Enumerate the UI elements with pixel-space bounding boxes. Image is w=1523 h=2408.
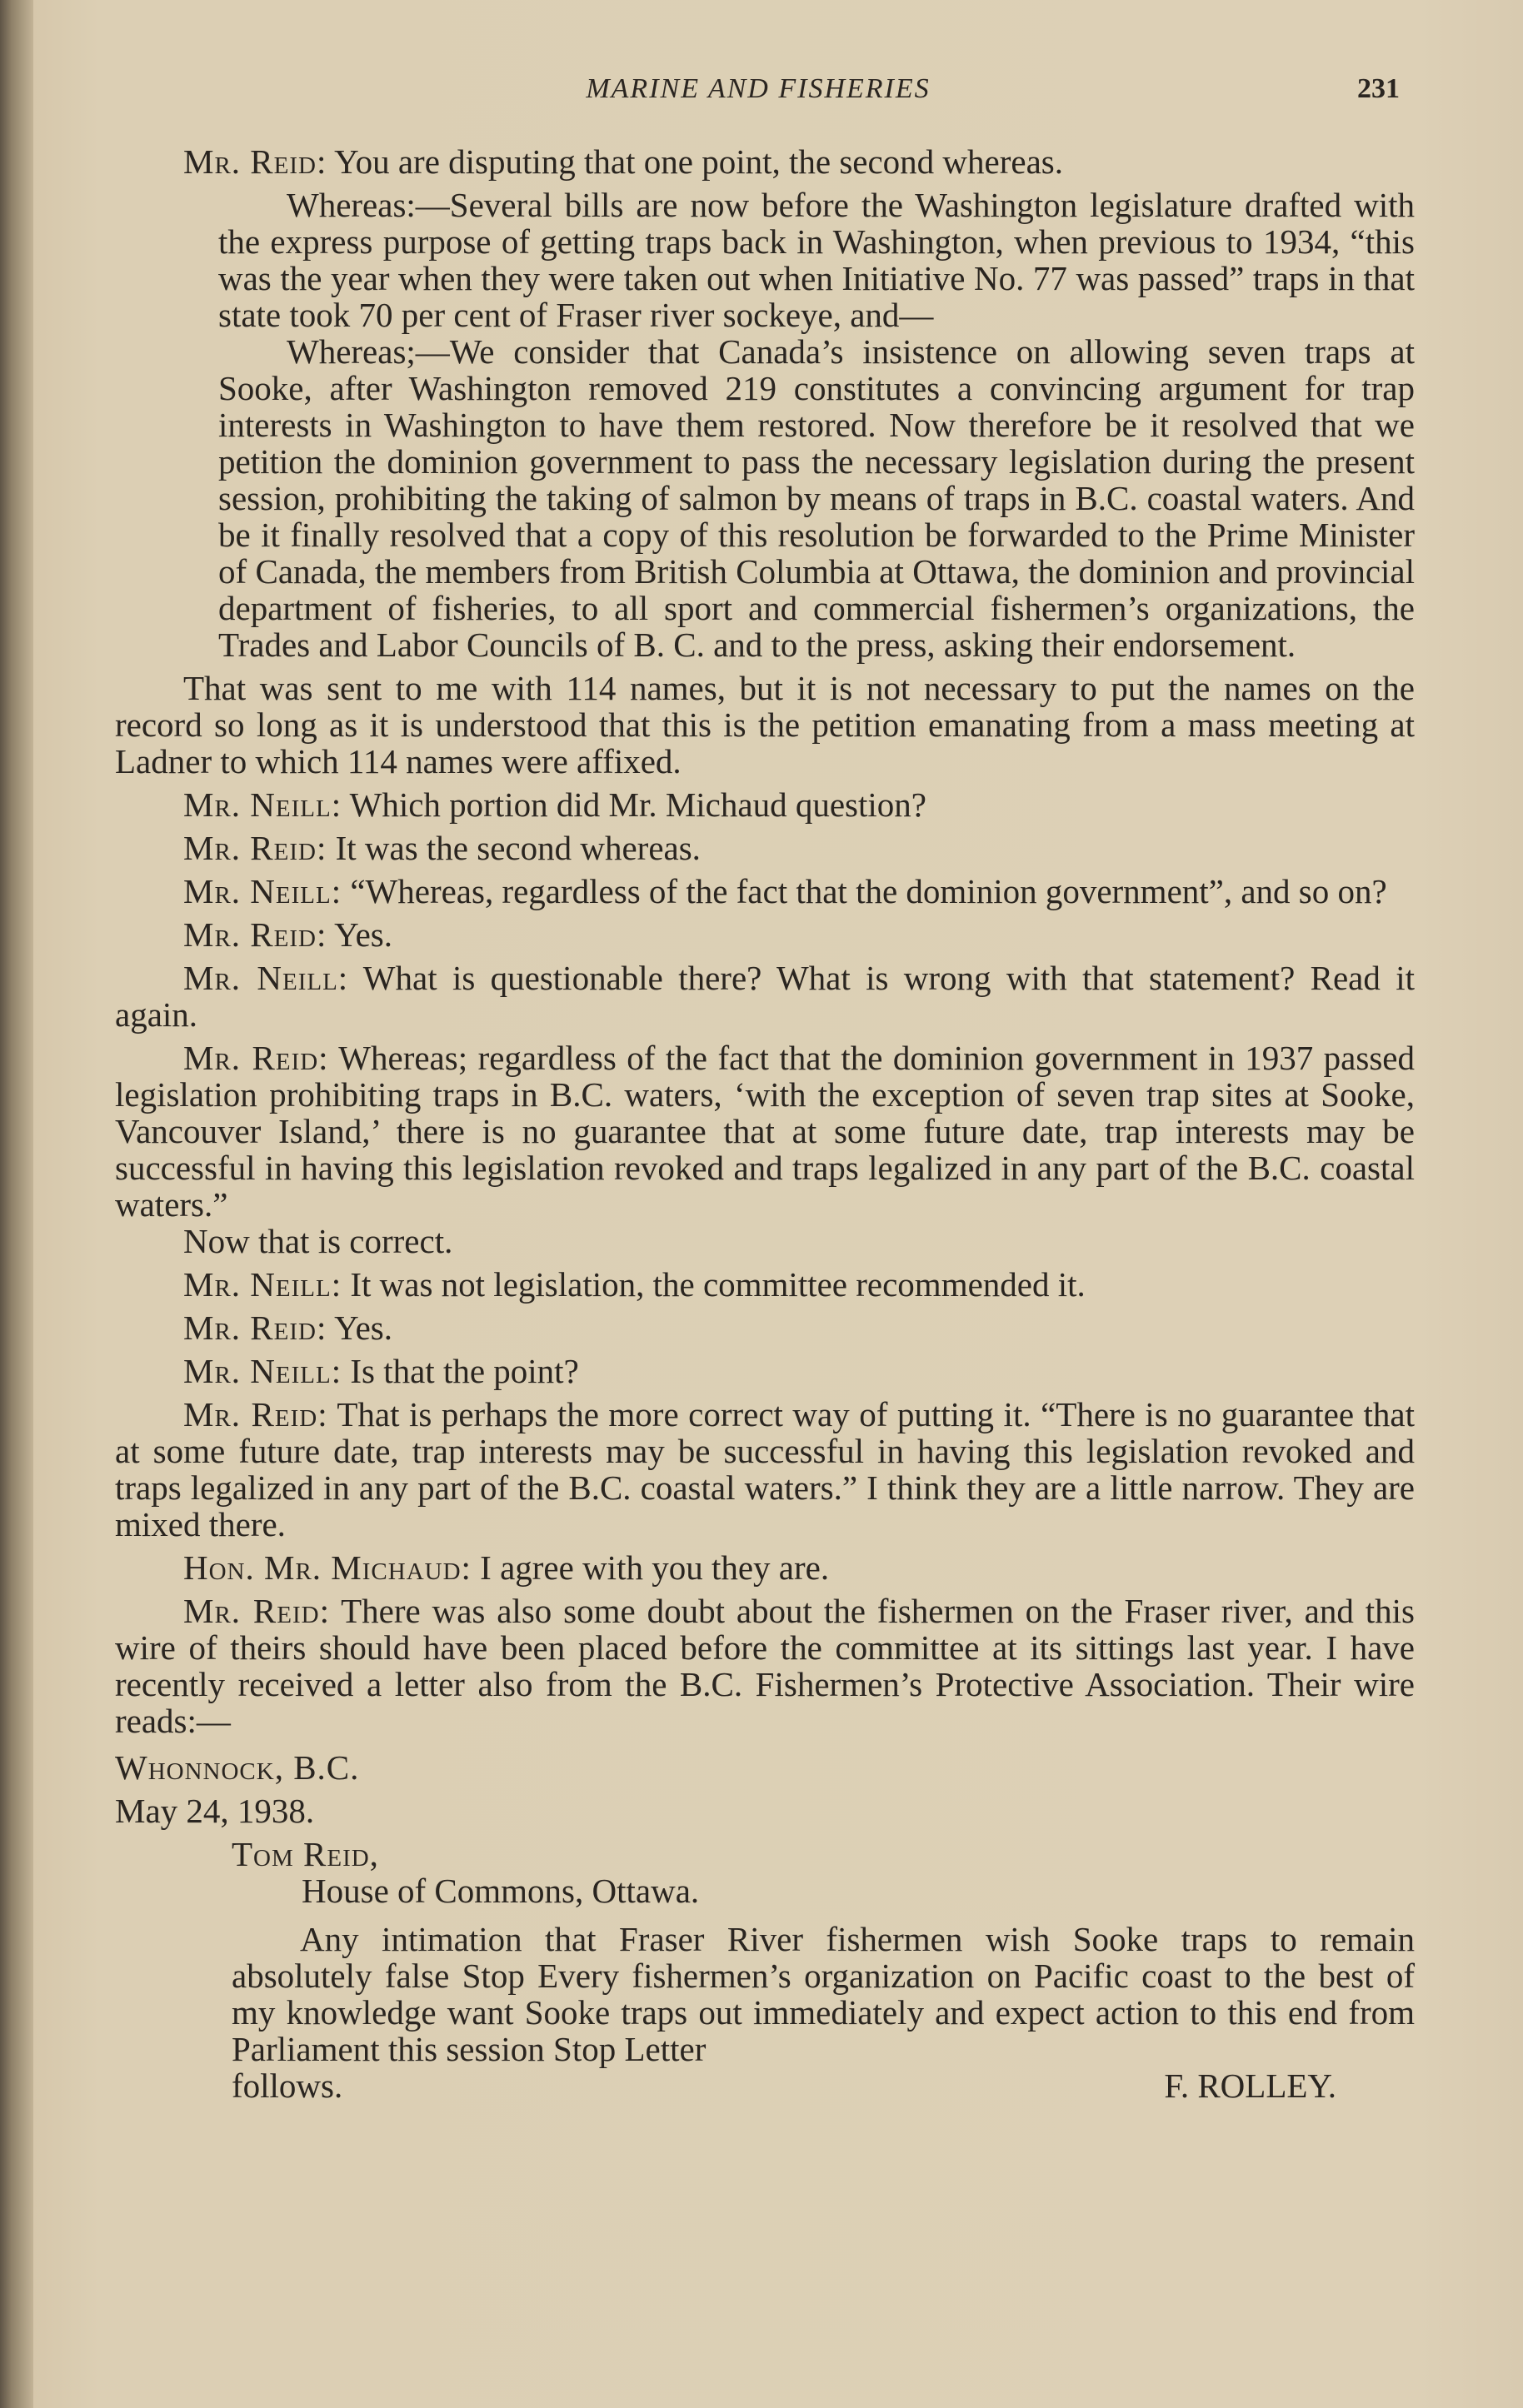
page-number: 231 [1357,73,1400,104]
speaker-name: Hon. Mr. Michaud: [183,1548,472,1587]
telegram-closing: follows. [232,2066,343,2105]
paragraph [115,670,1415,780]
paragraph [115,1266,1415,1303]
paragraph [115,916,1415,953]
speech-text: You are disputing that one point, the second whereas. [327,142,1063,181]
speech-text: Whereas; regardless of the fact that the dominion government in 1937 passed legislation prohibiting traps in B.C. waters, ‘with the exception of seven trap sites at Sooke, Vancouver Island,’ there is no guarantee that at some future date, trap interests may be successful in having this legislation revoked and traps legalized in any part of the B.C. coastal waters.” [115,1039,1415,1224]
speech-text: Yes. [327,915,392,954]
transcript-body [115,143,1415,2111]
paragraph [115,786,1415,823]
paragraph [115,960,1415,1033]
telegram-place: Whonnock, B.C. [115,1748,360,1787]
speaker-name: Mr. Neill: [183,959,349,997]
speaker-name: Mr. Neill: [183,785,342,824]
paragraph [115,1309,1415,1346]
speech-text: What is questionable there? What is wrong with that statement? Read it again. [115,959,1415,1034]
running-head: MARINE AND FISHERIES [586,73,931,104]
speaker-name: Mr. Neill: [183,872,342,910]
speech-text: Whereas;—We consider that Canada’s insistence on allowing seven traps at Sooke, after Washington removed 219 constitutes a convincing argument for trap interests in Washington to have them restored. Now therefore be it resolved that we petition the dominion government to pass the necessary legislation during the present session, prohibiting the taking of salmon by means of traps in B.C. coastal waters. And be it finally resolved that a copy of this resolution be forwarded to the Prime Minister of Canada, the members from British Columbia at Ottawa, the dominion and provincial department of fisheries, to all sport and commercial fishermen’s organizations, the Trades and Labor Councils of B. C. and to the press, asking their endorsement. [218,332,1415,664]
telegram-signature: F. ROLLEY. [1164,2066,1336,2105]
speech-text: It was not legislation, the committee recommended it. [342,1265,1086,1304]
page-header [117,73,1400,115]
paragraph [115,873,1415,910]
speech-text: That was sent to me with 114 names, but it is not necessary to put the names on the record so long as it is understood that this is the petition emanating from a mass meeting at Ladner to which 114 names were affixed. [115,669,1415,780]
paragraph [115,1593,1415,1739]
speaker-name: Mr. Reid: [183,1309,327,1347]
paragraph [115,1353,1415,1389]
speech-text: Is that the point? [342,1352,579,1390]
paragraph [115,1039,1415,1223]
paragraph [115,830,1415,866]
speaker-name: Mr. Reid: [183,1039,329,1077]
speech-text: Now that is correct. [183,1222,453,1260]
speaker-name: Mr. Reid: [183,829,327,867]
speaker-name: Mr. Reid: [183,915,327,954]
speech-text: There was also some doubt about the fishermen on the Fraser river, and this wire of theirs should have been placed before the committee at its sittings last year. I have recently received a letter also from the B.C. Fishermen’s Protective Association. Their wire reads:— [115,1592,1415,1740]
speech-text: I agree with you they are. [471,1548,830,1587]
paragraph [115,1396,1415,1543]
resolution-clause [218,187,1415,333]
speech-text: Yes. [327,1309,392,1347]
speech-text: It was the second whereas. [327,829,701,867]
telegram-address: House of Commons, Ottawa. [302,1872,700,1910]
speech-text: Whereas:—Several bills are now before the Washington legislature drafted with the express purpose of getting traps back in Washington, when previous to 1934, “this was the year when they were taken out when Initiative No. 77 was passed” traps in that state took 70 per cent of Fraser river sockeye, and— [218,186,1415,334]
telegram-body: Any intimation that Fraser River fishermen wish Sooke traps to remain absolutely false Stop Every fishermen’s organization on Pacific coast to the best of my knowledge want Sooke traps out immediately and expect action to this end from Parliament this session Stop Letter [232,1920,1415,2068]
speaker-name: Mr. Neill: [183,1265,342,1304]
paragraph [115,1223,1415,1259]
speech-text: That is perhaps the more correct way of putting it. “There is no guarantee that at some future date, trap interests may be successful in having this legislation revoked and traps legalized in any part of the B.C. coastal waters.” I think they are a little narrow. They are mixed there. [115,1395,1416,1543]
speaker-name: Mr. Reid: [183,142,327,181]
paragraph [115,143,1415,180]
speech-text: Which portion did Mr. Michaud question? [342,785,926,824]
telegram-closing-line [232,2067,1415,2104]
resolution-clause [218,333,1415,663]
telegram-date: May 24, 1938. [115,1792,315,1830]
speaker-name: Mr. Reid: [183,1395,328,1433]
paragraph [115,1549,1415,1586]
speaker-name: Mr. Neill: [183,1352,342,1390]
speech-text: “Whereas, regardless of the fact that the dominion government”, and so on? [342,872,1387,910]
speaker-name: Mr. Reid: [183,1592,330,1630]
telegram-addressee: Tom Reid, [232,1835,379,1873]
page-binding-edge [0,0,33,2408]
